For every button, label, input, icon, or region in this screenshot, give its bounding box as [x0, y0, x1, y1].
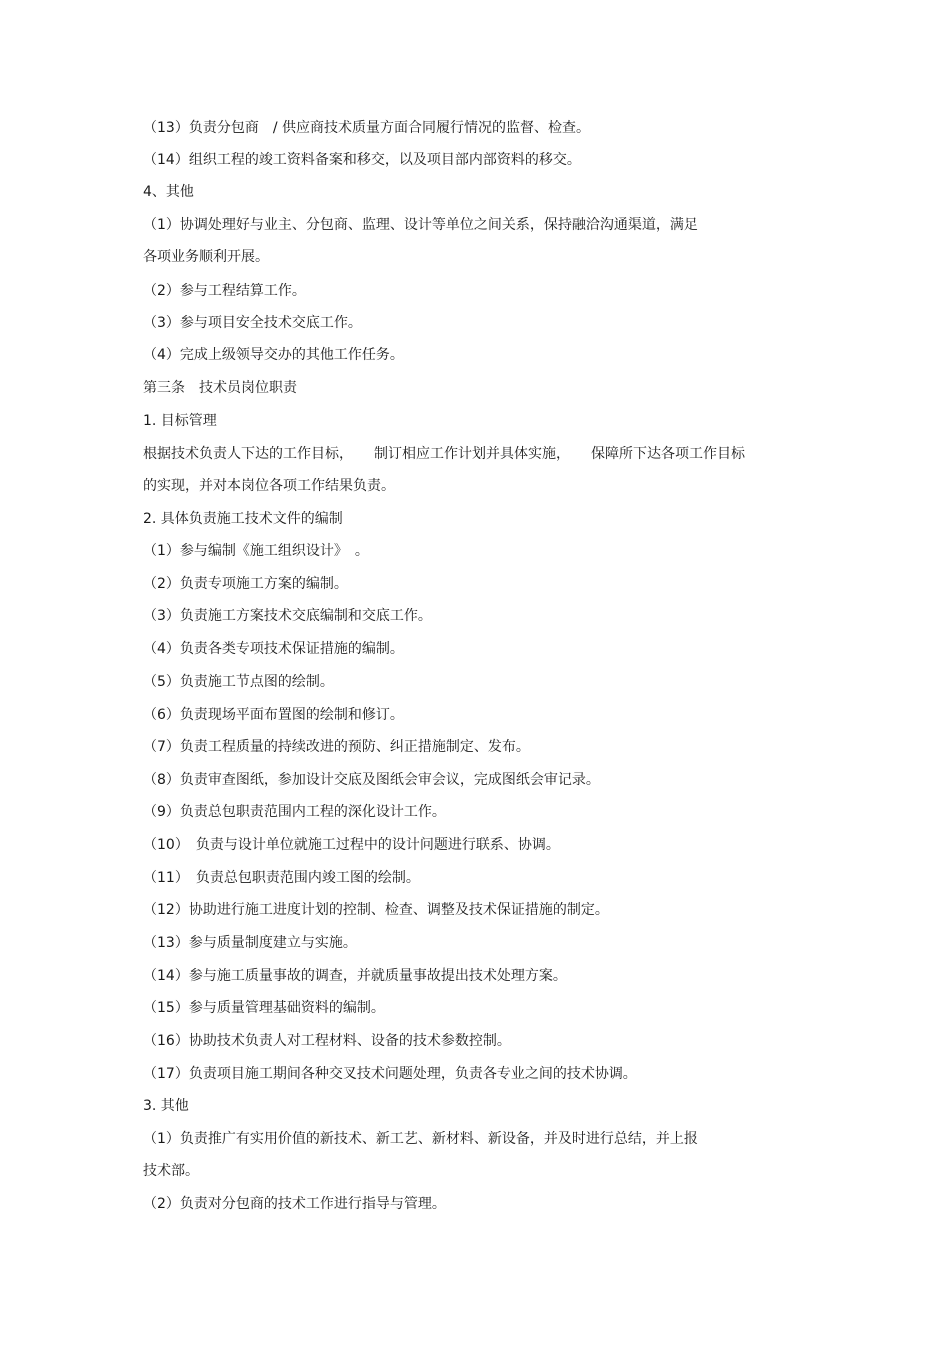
text-line: （11） 负责总包职责范围内竣工图的绘制。: [143, 870, 420, 886]
text-line: （5）负责施工节点图的绘制。: [143, 674, 334, 690]
text-line: （4）完成上级领导交办的其他工作任务。: [143, 347, 404, 363]
text-line: （15）参与质量管理基础资料的编制。: [143, 1000, 385, 1016]
text-line: 根据技术负责人下达的工作目标， 制订相应工作计划并具体实施， 保障所下达各项工作目标: [143, 446, 745, 462]
section-heading: 2. 具体负责施工技术文件的编制: [143, 511, 343, 527]
text-line: 技术部。: [143, 1163, 199, 1179]
text-line: （2）参与工程结算工作。: [143, 283, 306, 299]
text-line: （6）负责现场平面布置图的绘制和修订。: [143, 707, 404, 723]
text-line: （4）负责各类专项技术保证措施的编制。: [143, 641, 404, 657]
text-line: （17）负责项目施工期间各种交叉技术问题处理，负责各专业之间的技术协调。: [143, 1066, 637, 1082]
article-heading: 第三条 技术员岗位职责: [143, 380, 297, 396]
text-line: （1）协调处理好与业主、分包商、监理、设计等单位之间关系，保持融洽沟通渠道，满足: [143, 217, 698, 233]
text-line: （12）协助进行施工进度计划的控制、检查、调整及技术保证措施的制定。: [143, 902, 609, 918]
text-line: （1）参与编制《施工组织设计》 。: [143, 543, 369, 559]
section-heading: 4、其他: [143, 184, 194, 200]
text-line: （2）负责对分包商的技术工作进行指导与管理。: [143, 1196, 446, 1212]
text-line: （8）负责审查图纸，参加设计交底及图纸会审会议，完成图纸会审记录。: [143, 772, 600, 788]
text-line: 的实现，并对本岗位各项工作结果负责。: [143, 478, 395, 494]
text-line: （1）负责推广有实用价值的新技术、新工艺、新材料、新设备，并及时进行总结，并上报: [143, 1131, 698, 1147]
text-line: （7）负责工程质量的持续改进的预防、纠正措施制定、发布。: [143, 739, 530, 755]
text-line: （14）参与施工质量事故的调查，并就质量事故提出技术处理方案。: [143, 968, 567, 984]
section-heading: 3. 其他: [143, 1098, 189, 1114]
text-line: （14）组织工程的竣工资料备案和移交，以及项目部内部资料的移交。: [143, 152, 581, 168]
text-line: （2）负责专项施工方案的编制。: [143, 576, 348, 592]
text-line: （9）负责总包职责范围内工程的深化设计工作。: [143, 804, 446, 820]
text-line: 各项业务顺利开展。: [143, 249, 269, 265]
text-line: （3）参与项目安全技术交底工作。: [143, 315, 362, 331]
text-line: （13）参与质量制度建立与实施。: [143, 935, 357, 951]
text-line: （13）负责分包商 / 供应商技术质量方面合同履行情况的监督、检查。: [143, 120, 590, 136]
section-heading: 1. 目标管理: [143, 413, 217, 429]
text-line: （16）协助技术负责人对工程材料、设备的技术参数控制。: [143, 1033, 511, 1049]
text-line: （3）负责施工方案技术交底编制和交底工作。: [143, 608, 432, 624]
text-line: （10） 负责与设计单位就施工过程中的设计问题进行联系、协调。: [143, 837, 560, 853]
